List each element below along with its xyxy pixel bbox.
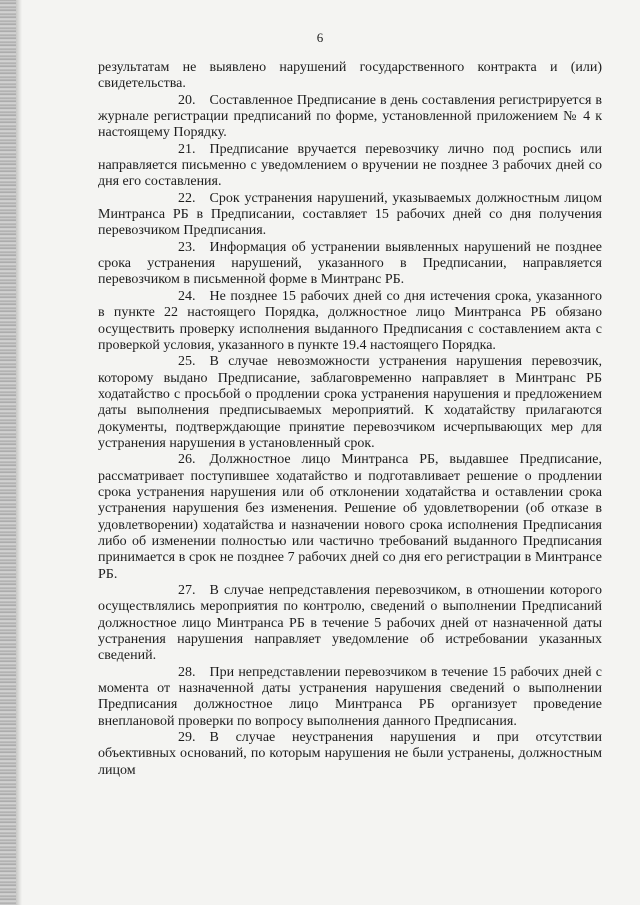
paragraph-number: 28. <box>178 664 196 680</box>
paragraph-number: 22. <box>178 190 196 206</box>
document-body <box>98 60 602 779</box>
paragraph-continued: результатам не выявлено нарушений государственного контракта и (или) свидетельства. <box>98 60 602 92</box>
page-number: 6 <box>316 30 324 45</box>
paragraph-25: 25. В случае невозможности устранения нарушения перевозчик, которому выдано Предписание, заблаговременно направляет в Минтранс РБ ходатайство с просьбой о продлении срока устранения нарушения и предложением даты выполнения предписываемых мероприятий. К ходатайству прилагаются документы, подтверждающие принятие перевозчиком исчерпывающих мер для устранения нарушения в установленный срок. <box>98 354 602 451</box>
paragraph-number: 27. <box>178 583 196 598</box>
paragraph-number: 21. <box>178 141 196 157</box>
paragraph-number: 24. <box>178 288 196 304</box>
paragraph-23: 23. Информация об устранении выявленных нарушений не позднее срока устранения нарушений, указанного в Предписании, направляется перевозчиком в письменной форме в Минтранс РБ. <box>98 239 602 288</box>
paragraph-24: 24. Не позднее 15 рабочих дней со дня истечения срока, указанного в пункте 22 настоящего Порядка, должностное лицо Минтранса РБ обязано осуществить проверку исполнения выданного Предписания с составлением акта с проверкой условия, указанного в пункте 19.4 настоящего Порядка. <box>98 288 602 353</box>
paragraph-number: 29. <box>178 730 196 746</box>
paragraph-29: 29. В случае неустранения нарушения и при отсутствии объективных оснований, по которым нарушения не были устранены, должностным лицом <box>98 730 602 778</box>
scan-edge-shadow <box>16 0 22 905</box>
paragraph-number: 25. <box>178 354 196 370</box>
paragraph-22: 22. Срок устранения нарушений, указываемых должностным лицом Минтранса РБ в Предписании, составляет 15 рабочих дней со дня получения перевозчиком Предписания. <box>98 190 602 239</box>
paragraph-27: 27. В случае непредставления перевозчиком, в отношении которого осуществлялись мероприятия по контролю, сведений о выполнении Предписаний должностное лицо Минтранса РБ в течение 5 рабочих дней от назначенной даты устранения нарушения направляет уведомление об истребовании указанных сведений. <box>98 583 602 664</box>
paragraph-28: 28. При непредставлении перевозчиком в течение 15 рабочих дней с момента от назначенной даты устранения нарушения сведений о выполнении Предписания должностное лицо Минтранса РБ организует проведение внеплановой проверки по вопросу выполнения данного Предписания. <box>98 664 602 729</box>
paragraph-number: 23. <box>178 239 196 255</box>
paragraph-21: 21. Предписание вручается перевозчику лично под роспись или направляется письменно с уведомлением о вручении не позднее 3 рабочих дней со дня его составления. <box>98 141 602 190</box>
paragraph-20: 20. Составленное Предписание в день составления регистрируется в журнале регистрации предписаний по форме, установленной приложением № 4 к настоящему Порядку. <box>98 92 602 141</box>
paragraph-number: 26. <box>178 452 196 468</box>
scan-edge <box>0 0 16 905</box>
paragraph-26: 26. Должностное лицо Минтранса РБ, выдавшее Предписание, рассматривает поступившее ходатайство и подготавливает решение о продлении срока устранения нарушения или об отклонении ходатайства и оставлении срока устранения нарушения без изменения. Решение об удовлетворении (об отказе в удовлетворении) ходатайства и назначении нового срока исполнения Предписания либо об изменении полностью или частично требований выданного Предписания принимается в срок не позднее 7 рабочих дней со дня его регистрации в Минтрансе РБ. <box>98 452 602 582</box>
paragraph-number: 20. <box>178 92 196 108</box>
